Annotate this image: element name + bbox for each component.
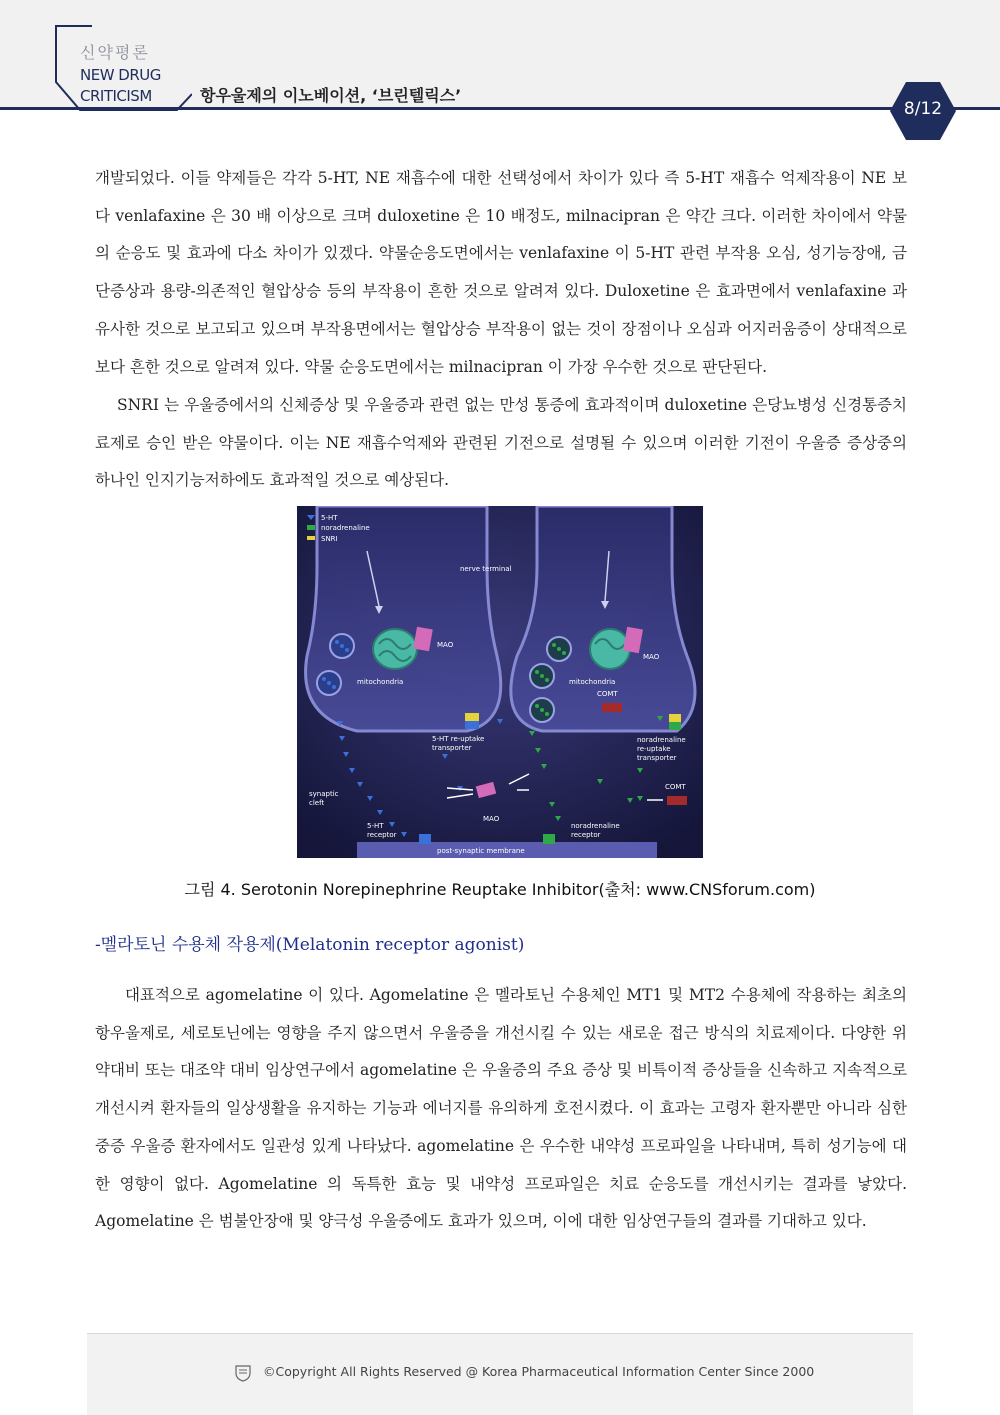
logo (52, 22, 192, 114)
shield-icon (235, 1364, 251, 1382)
label-nerve-terminal: nerve terminal (460, 565, 512, 573)
snri-on-5ht-transporter (465, 713, 479, 721)
paragraph-snri-pain: SNRI 는 우울증에서의 신체증상 및 우울증과 관련 없는 만성 통증에 효과적이며 duloxetine 은당뇨병성 신경통증치료제로 승인 받은 약물이다. 이는 NE 재흡수억제와 관련된 기전으로 설명될 수 있으며 이러한 기전이 우울증 증상중의 하나인 인지기능저하에도 효과적일 것으로 예상된다. (95, 396, 907, 490)
label-5ht-receptor-2: receptor (367, 831, 397, 839)
label-synaptic-1: synaptic (309, 790, 339, 798)
label-5ht-transporter-2: transporter (432, 744, 472, 752)
legend-swatch-noradrenaline (307, 525, 315, 530)
legend-noradrenaline: noradrenaline (321, 524, 370, 532)
label-comt-top: COMT (597, 690, 618, 698)
page-number-badge (890, 82, 956, 140)
paragraph-snri-selectivity: 개발되었다. 이들 약제들은 각각 5-HT, NE 재흡수에 대한 선택성에서 차이가 있다 즉 5-HT 재흡수 억제작용이 NE 보다 venlafaxine 은 30 배 이상으로 크며 duloxetine 은 10 배정도, milnacipran 은 약간 크다. 이러한 차이에서 약물의 순응도 및 효과에 다소 차이가 있겠다. 약물순응도면에서는 venlafaxine 이 5-HT 관련 부작용 오심, 성기능장애, 금단증상과 용량-의존적인 혈압상승 등의 부작용이 흔한 것으로 알려져 있다. Duloxetine 은 효과면에서 venlafaxine 과 유사한 것으로 보고되고 있으며 부작용면에서는 혈압상승 부작용이 없는 것이 장점이나 오심과 어지러움증이 상대적으로 보다 흔한 것으로 알려져 있다. 약물 순응도면에서는 milnacipran 이 가장 우수한 것으로 판단된다. (95, 169, 907, 376)
comt-top (602, 703, 622, 712)
legend-snri: SNRI (321, 535, 338, 543)
label-mao-left: MAO (437, 641, 454, 649)
legend-5ht: 5-HT (321, 514, 338, 522)
label-comt-right: COMT (665, 783, 686, 791)
label-mito-right: mitochondria (569, 678, 616, 686)
label-mao-cleft: MAO (483, 815, 500, 823)
document-title: 항우울제의 이노베이션, ‘브린텔릭스’ (200, 86, 462, 105)
label-membrane: post-synaptic membrane (437, 847, 525, 855)
5ht-receptor (419, 834, 431, 844)
label-na-receptor-1: noradrenaline (571, 822, 620, 830)
label-na-transporter-1: noradrenaline (637, 736, 686, 744)
label-5ht-transporter-1: 5-HT re-uptake (432, 735, 485, 743)
label-na-transporter-2: re-uptake (637, 745, 671, 753)
logo-english-line1: NEW DRUG (80, 66, 161, 84)
logo-korean: 신약평론 (80, 43, 150, 62)
na-receptor (543, 834, 555, 844)
section-heading: -멜라토닌 수용체 작용제(Melatonin receptor agonist) (95, 935, 525, 955)
label-synaptic-2: cleft (309, 799, 325, 807)
snri-on-na-transporter (669, 714, 681, 722)
footer (87, 1333, 913, 1415)
copyright-text: ©Copyright All Rights Reserved @ Korea Pharmaceutical Information Center Since 2000 (263, 1364, 815, 1379)
paragraph-agomelatine: 대표적으로 agomelatine 이 있다. Agomelatine 은 멜라토닌 수용체인 MT1 및 MT2 수용체에 작용하는 최초의 항우울제로, 세로토닌에는 영향을 주지 않으면서 우울증을 개선시킬 수 있는 새로운 접근 방식의 치료제이다. 다양한 위약대비 또는 대조약 대비 임상연구에서 agomelatine 은 우울증의 주요 증상 및 비특이적 증상들을 신속하고 지속적으로 개선시켜 환자들의 일상생활을 유지하는 기능과 에너지를 유의하게 호전시켰다. 이 효과는 고령자 환자뿐만 아니라 심한 중증 우울증 환자에서도 일관성 있게 나타났다. agomelatine 은 우수한 내약성 프로파일을 나타내며, 특히 성기능에 대한 영향이 없다. Agomelatine 의 독특한 효능 및 내약성 프로파일은 치료 순응도를 개선시키는 결과를 낳았다. Agomelatine 은 범불안장애 및 양극성 우울증에도 효과가 있으며, 이에 대한 임상연구들의 결과를 기대하고 있다. (95, 986, 907, 1231)
comt-right (667, 796, 687, 805)
left-mitochondria (373, 629, 417, 669)
figure-caption: 그림 4. Serotonin Norepinephrine Reuptake Inhibitor(출처: www.CNSforum.com) (184, 880, 816, 899)
label-na-receptor-2: receptor (571, 831, 601, 839)
label-mito-left: mitochondria (357, 678, 404, 686)
logo-english-line2: CRITICISM (80, 87, 152, 105)
snri-mechanism-figure (297, 506, 703, 858)
page-number: 8/12 (903, 99, 943, 119)
label-5ht-receptor-1: 5-HT (367, 822, 384, 830)
legend-swatch-snri (307, 536, 315, 540)
label-na-transporter-3: transporter (637, 754, 677, 762)
snri-diagram (297, 506, 703, 858)
label-mao-right: MAO (643, 653, 660, 661)
